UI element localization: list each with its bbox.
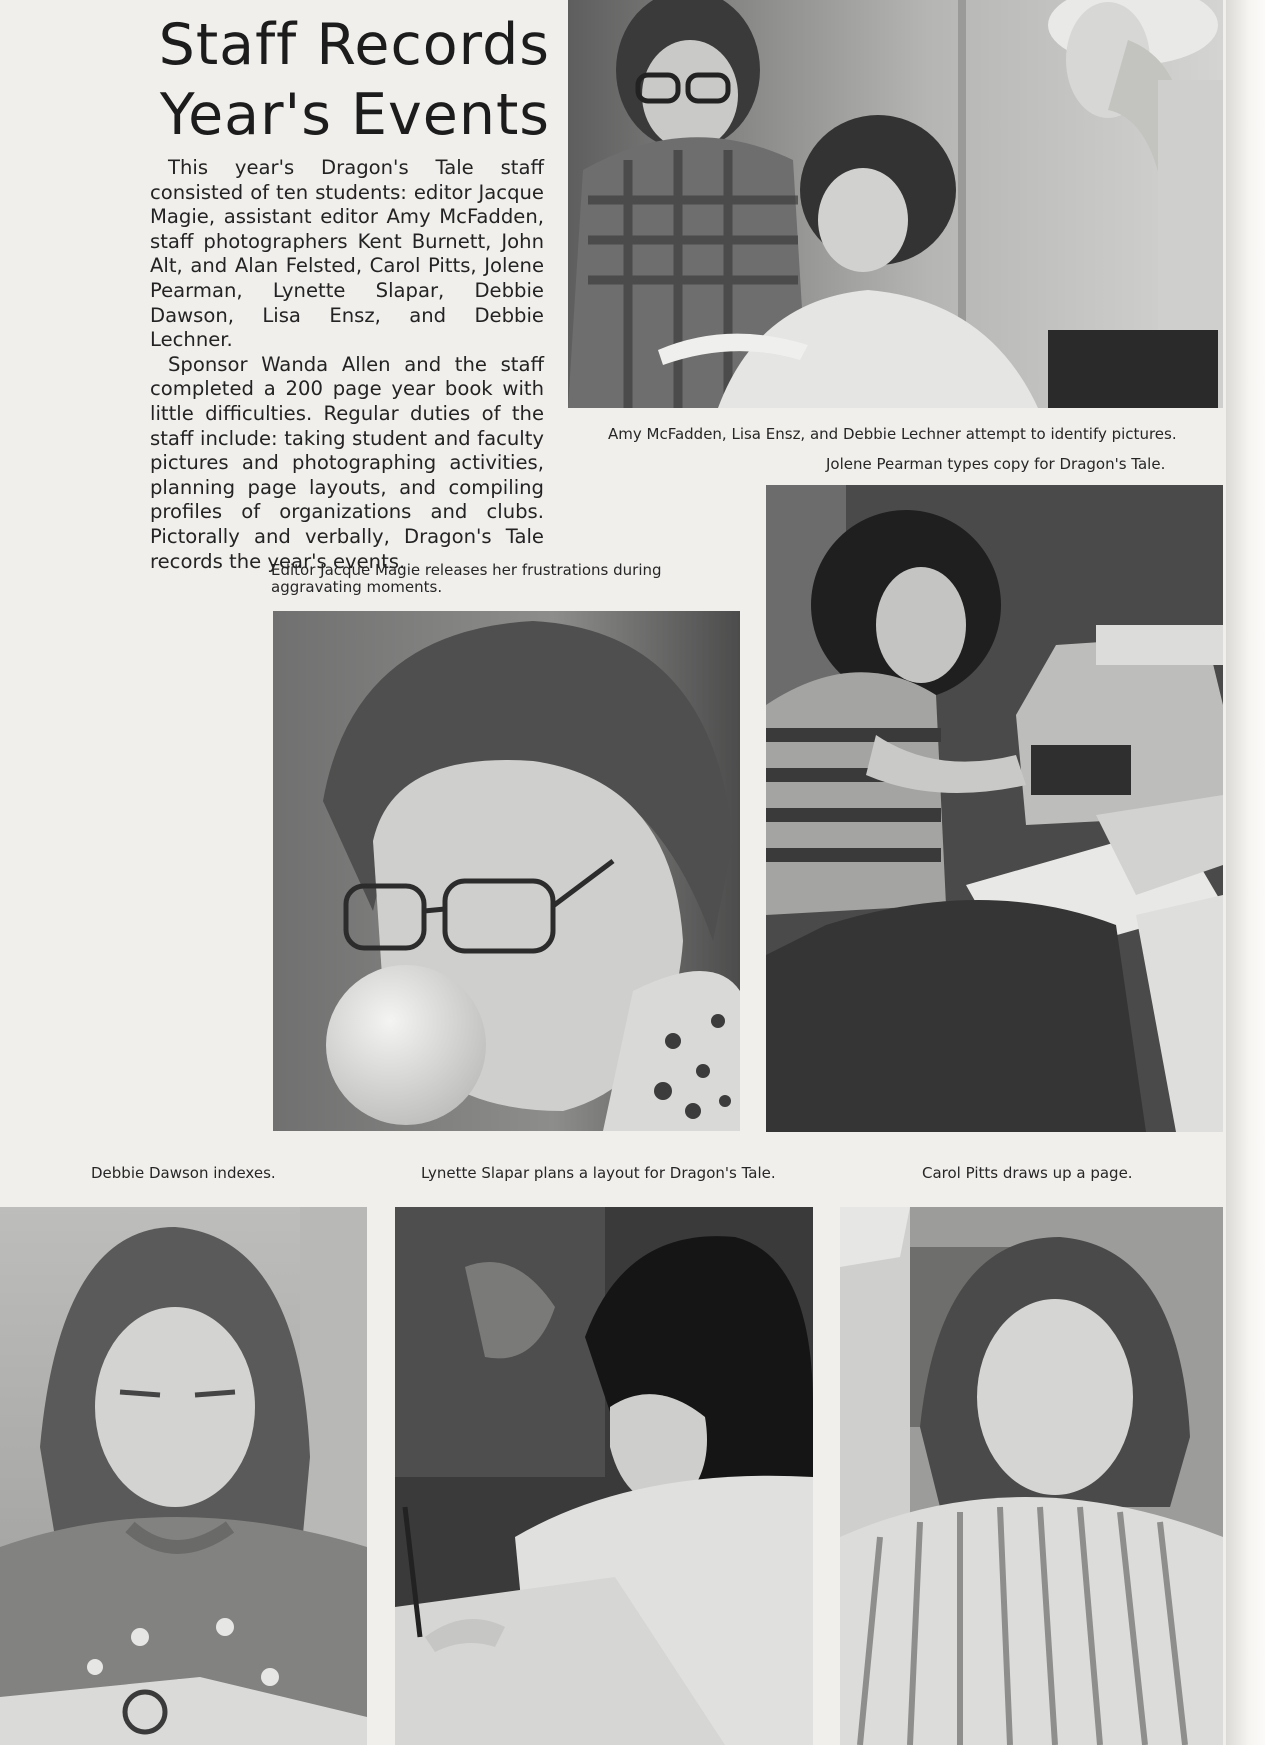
- caption-typist-photo: Jolene Pearman types copy for Dragon's Tale.: [826, 455, 1166, 473]
- headline-line-1: Staff Records: [158, 12, 550, 78]
- page-binding-edge: [1226, 0, 1265, 1745]
- caption-editor-photo: Editor Jacque Magie releases her frustrations during aggravating moments.: [271, 561, 662, 596]
- story-body: [150, 156, 544, 574]
- caption-slapar-photo: Lynette Slapar plans a layout for Dragon's Tale.: [421, 1164, 776, 1182]
- photo-staff-identifying-pictures: [568, 0, 1223, 408]
- story-paragraph-2: Sponsor Wanda Allen and the staff completed a 200 page year book with little difficulties. Regular duties of the staff include: taking student and faculty pictures and photographing activities, planning page layouts, and compiling profiles of organizations and clubs. Pictorally and verbally, Dragon's Tale records the year's events.: [150, 352, 544, 573]
- story-paragraph-1: This year's Dragon's Tale staff consisted of ten students: editor Jacque Magie, assistant editor Amy McFadden, staff photographers Kent Burnett, John Alt, and Alan Felsted, Carol Pitts, Jolene Pearman, Lynette Slapar, Debbie Dawson, Lisa Ensz, and Debbie Lechner.: [150, 156, 544, 352]
- headline: [130, 10, 550, 150]
- photo-debbie-dawson: [0, 1207, 367, 1745]
- caption-dawson-photo: Debbie Dawson indexes.: [91, 1164, 276, 1182]
- photo-typist: [766, 485, 1223, 1132]
- photo-editor-bubble-gum: [273, 611, 740, 1131]
- photo-carol-pitts: [840, 1207, 1223, 1745]
- headline-line-2: Year's Events: [159, 82, 550, 148]
- caption-top-photo: Amy McFadden, Lisa Ensz, and Debbie Lechner attempt to identify pictures.: [608, 425, 1177, 443]
- photo-lynette-slapar: [395, 1207, 813, 1745]
- caption-pitts-photo: Carol Pitts draws up a page.: [922, 1164, 1133, 1182]
